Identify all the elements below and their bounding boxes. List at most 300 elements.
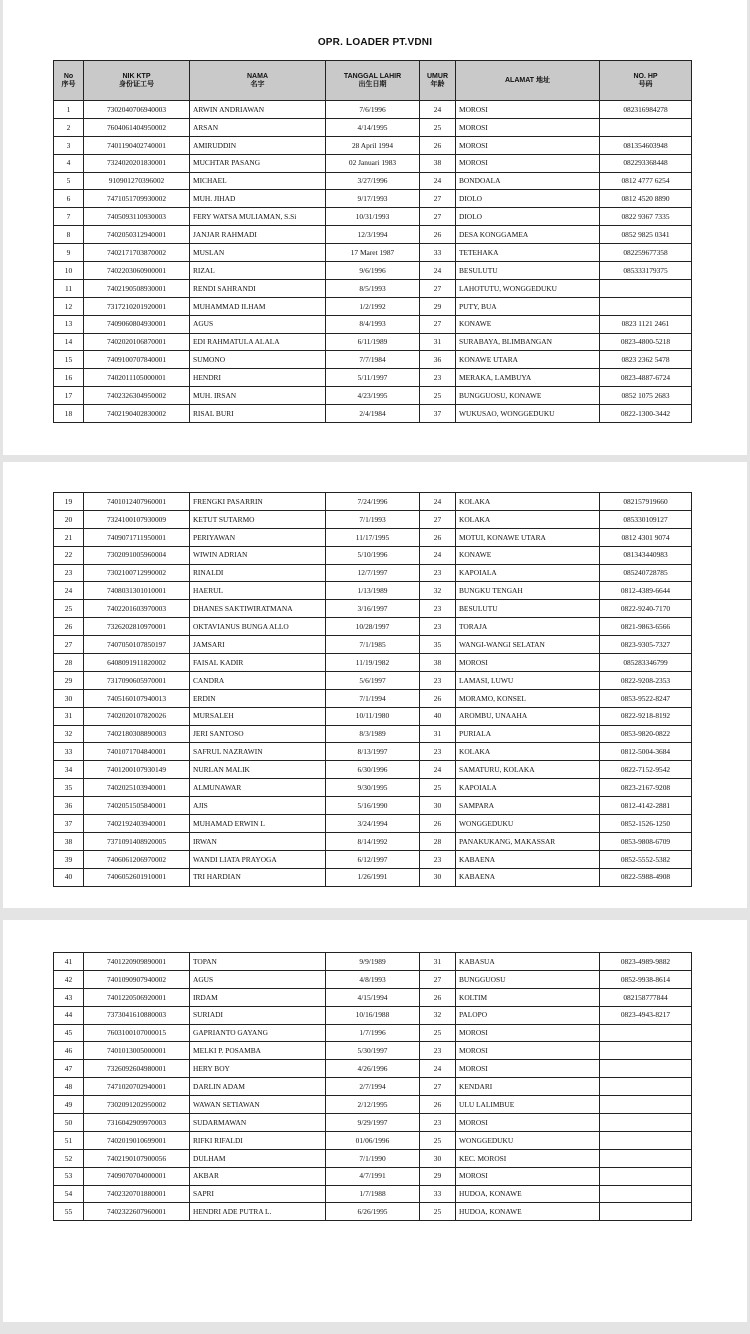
- cell-no: 6: [54, 190, 84, 208]
- cell-tanggal-lahir: 1/7/1988: [326, 1185, 420, 1203]
- cell-no: 38: [54, 832, 84, 850]
- cell-alamat: KONAWE UTARA: [456, 351, 600, 369]
- cell-nik: 7402322607960001: [84, 1203, 190, 1221]
- cell-tanggal-lahir: 4/23/1995: [326, 387, 420, 405]
- cell-umur: 24: [420, 172, 456, 190]
- cell-tanggal-lahir: 5/30/1997: [326, 1042, 420, 1060]
- cell-nik: 910901270396002: [84, 172, 190, 190]
- cell-nama: MELKI P. POSAMBA: [190, 1042, 326, 1060]
- table-row: [54, 707, 692, 725]
- cell-nik: 7402320701880001: [84, 1185, 190, 1203]
- header-no: No 序号: [54, 61, 84, 101]
- cell-umur: 27: [420, 1078, 456, 1096]
- cell-nik: 7302091005960004: [84, 546, 190, 564]
- cell-umur: 26: [420, 1096, 456, 1114]
- table-row: [54, 1149, 692, 1167]
- cell-umur: 23: [420, 1042, 456, 1060]
- cell-alamat: KONAWE: [456, 315, 600, 333]
- cell-nik: 7402050312940001: [84, 226, 190, 244]
- cell-no: 45: [54, 1024, 84, 1042]
- cell-alamat: KABAENA: [456, 868, 600, 886]
- table-row: [54, 654, 692, 672]
- cell-umur: 26: [420, 136, 456, 154]
- cell-tanggal-lahir: 7/1/1985: [326, 636, 420, 654]
- cell-alamat: MOROSI: [456, 1042, 600, 1060]
- cell-hp: 085240728785: [600, 564, 692, 582]
- cell-hp: [600, 1167, 692, 1185]
- cell-alamat: MOROSI: [456, 154, 600, 172]
- document-page-2: [3, 462, 747, 908]
- cell-nama: OKTAVIANUS BUNGA ALLO: [190, 618, 326, 636]
- cell-umur: 26: [420, 528, 456, 546]
- cell-hp: 0822-7152-9542: [600, 761, 692, 779]
- cell-nik: 7401071704840001: [84, 743, 190, 761]
- cell-no: 26: [54, 618, 84, 636]
- cell-no: 14: [54, 333, 84, 351]
- cell-no: 9: [54, 244, 84, 262]
- cell-umur: 27: [420, 510, 456, 528]
- cell-alamat: MOROSI: [456, 1024, 600, 1042]
- cell-alamat: PANAKUKANG, MAKASSAR: [456, 832, 600, 850]
- cell-nama: RIFKI RIFALDI: [190, 1131, 326, 1149]
- cell-no: 40: [54, 868, 84, 886]
- table-row: [54, 850, 692, 868]
- cell-tanggal-lahir: 8/3/1989: [326, 725, 420, 743]
- cell-nik: 7402019010699001: [84, 1131, 190, 1149]
- cell-hp: 0812-5004-3684: [600, 743, 692, 761]
- cell-no: 34: [54, 761, 84, 779]
- cell-umur: 27: [420, 970, 456, 988]
- cell-tanggal-lahir: 8/4/1993: [326, 315, 420, 333]
- cell-hp: 0812-4389-6644: [600, 582, 692, 600]
- table-row: [54, 226, 692, 244]
- cell-umur: 24: [420, 493, 456, 511]
- cell-umur: 26: [420, 689, 456, 707]
- cell-umur: 30: [420, 797, 456, 815]
- cell-tanggal-lahir: 2/12/1995: [326, 1096, 420, 1114]
- cell-nama: FRENGKI PASARRIN: [190, 493, 326, 511]
- cell-tanggal-lahir: 5/10/1996: [326, 546, 420, 564]
- cell-tanggal-lahir: 12/7/1997: [326, 564, 420, 582]
- header-alamat: ALAMAT 地址: [456, 61, 600, 101]
- cell-no: 46: [54, 1042, 84, 1060]
- cell-alamat: TORAJA: [456, 618, 600, 636]
- cell-alamat: BUNGGUOSU: [456, 970, 600, 988]
- cell-nama: MUCHTAR PASANG: [190, 154, 326, 172]
- cell-tanggal-lahir: 4/26/1996: [326, 1060, 420, 1078]
- cell-alamat: MOROSI: [456, 136, 600, 154]
- cell-no: 21: [54, 528, 84, 546]
- cell-hp: 0853-9820-0822: [600, 725, 692, 743]
- cell-alamat: BUNGGUOSU, KONAWE: [456, 387, 600, 405]
- table-row: [54, 1114, 692, 1132]
- cell-nama: DARLIN ADAM: [190, 1078, 326, 1096]
- cell-hp: 081343440983: [600, 546, 692, 564]
- cell-hp: 0821-9863-6566: [600, 618, 692, 636]
- cell-alamat: KABAENA: [456, 850, 600, 868]
- cell-umur: 24: [420, 1060, 456, 1078]
- table-row: [54, 101, 692, 119]
- cell-umur: 23: [420, 743, 456, 761]
- cell-tanggal-lahir: 7/1/1993: [326, 510, 420, 528]
- cell-no: 1: [54, 101, 84, 119]
- cell-umur: 27: [420, 208, 456, 226]
- cell-nik: 7402203060900001: [84, 262, 190, 280]
- cell-hp: [600, 1078, 692, 1096]
- cell-tanggal-lahir: 6/11/1989: [326, 333, 420, 351]
- cell-umur: 38: [420, 154, 456, 172]
- cell-tanggal-lahir: 6/26/1995: [326, 1203, 420, 1221]
- cell-hp: [600, 1131, 692, 1149]
- table-row: [54, 832, 692, 850]
- table-row: [54, 118, 692, 136]
- cell-nik: 7302040706940003: [84, 101, 190, 119]
- table-row: [54, 1024, 692, 1042]
- cell-tanggal-lahir: 7/1/1990: [326, 1149, 420, 1167]
- cell-nik: 7401220506920001: [84, 988, 190, 1006]
- cell-hp: 0853-9522-8247: [600, 689, 692, 707]
- cell-hp: 0812 4777 6254: [600, 172, 692, 190]
- cell-alamat: AROMBU, UNAAHA: [456, 707, 600, 725]
- cell-hp: 0812-4142-2881: [600, 797, 692, 815]
- cell-alamat: ULU LALIMBUE: [456, 1096, 600, 1114]
- cell-nik: 7401013005000001: [84, 1042, 190, 1060]
- table-row: [54, 244, 692, 262]
- cell-hp: [600, 1096, 692, 1114]
- cell-no: 50: [54, 1114, 84, 1132]
- header-nama: NAMA 名字: [190, 61, 326, 101]
- table-row: [54, 743, 692, 761]
- cell-hp: 085330109127: [600, 510, 692, 528]
- cell-no: 29: [54, 671, 84, 689]
- table-row: [54, 725, 692, 743]
- cell-umur: 24: [420, 101, 456, 119]
- cell-nik: 7401090907940002: [84, 970, 190, 988]
- cell-alamat: MOROSI: [456, 1060, 600, 1078]
- cell-umur: 27: [420, 279, 456, 297]
- cell-tanggal-lahir: 8/14/1992: [326, 832, 420, 850]
- cell-umur: 26: [420, 226, 456, 244]
- cell-nama: AKBAR: [190, 1167, 326, 1185]
- cell-nama: MUSLAN: [190, 244, 326, 262]
- cell-alamat: DIOLO: [456, 190, 600, 208]
- cell-no: 17: [54, 387, 84, 405]
- cell-alamat: KAPOIALA: [456, 779, 600, 797]
- cell-hp: [600, 1203, 692, 1221]
- cell-tanggal-lahir: 5/16/1990: [326, 797, 420, 815]
- cell-alamat: SAMATURU, KOLAKA: [456, 761, 600, 779]
- cell-tanggal-lahir: 4/14/1995: [326, 118, 420, 136]
- cell-tanggal-lahir: 02 Januari 1983: [326, 154, 420, 172]
- table-row: [54, 546, 692, 564]
- table-row: [54, 369, 692, 387]
- cell-hp: 085283346799: [600, 654, 692, 672]
- cell-umur: 28: [420, 832, 456, 850]
- cell-umur: 31: [420, 953, 456, 971]
- cell-umur: 24: [420, 761, 456, 779]
- cell-hp: 0823-4989-9882: [600, 953, 692, 971]
- cell-nama: MUH. JIHAD: [190, 190, 326, 208]
- cell-alamat: KEC. MOROSI: [456, 1149, 600, 1167]
- cell-no: 18: [54, 405, 84, 423]
- table-body: [54, 953, 692, 1221]
- table-row: [54, 510, 692, 528]
- cell-alamat: MOROSI: [456, 1114, 600, 1132]
- cell-hp: [600, 1149, 692, 1167]
- cell-tanggal-lahir: 1/13/1989: [326, 582, 420, 600]
- cell-umur: 26: [420, 988, 456, 1006]
- cell-alamat: PURIALA: [456, 725, 600, 743]
- table-row: [54, 333, 692, 351]
- cell-nik: 7471020702940001: [84, 1078, 190, 1096]
- cell-no: 15: [54, 351, 84, 369]
- cell-no: 24: [54, 582, 84, 600]
- cell-hp: 0852-9938-8614: [600, 970, 692, 988]
- cell-tanggal-lahir: 01/06/1996: [326, 1131, 420, 1149]
- cell-tanggal-lahir: 5/11/1997: [326, 369, 420, 387]
- cell-alamat: SURABAYA, BLIMBANGAN: [456, 333, 600, 351]
- table-row: [54, 387, 692, 405]
- cell-nik: 7302091202950002: [84, 1096, 190, 1114]
- table-row: [54, 600, 692, 618]
- cell-hp: 0812 4520 8890: [600, 190, 692, 208]
- cell-umur: 23: [420, 618, 456, 636]
- document-page-3: [3, 920, 747, 1322]
- cell-alamat: KOLTIM: [456, 988, 600, 1006]
- table-row: [54, 315, 692, 333]
- cell-tanggal-lahir: 4/15/1994: [326, 988, 420, 1006]
- cell-hp: 0822-5988-4908: [600, 868, 692, 886]
- cell-alamat: MERAKA, LAMBUYA: [456, 369, 600, 387]
- cell-no: 54: [54, 1185, 84, 1203]
- table-row: [54, 1060, 692, 1078]
- table-row: [54, 190, 692, 208]
- cell-nama: SUDARMAWAN: [190, 1114, 326, 1132]
- cell-alamat: BONDOALA: [456, 172, 600, 190]
- cell-hp: [600, 118, 692, 136]
- cell-nik: 7317090605970001: [84, 671, 190, 689]
- cell-nama: RENDI SAHRANDI: [190, 279, 326, 297]
- cell-nik: 7401220909890001: [84, 953, 190, 971]
- cell-tanggal-lahir: 9/6/1996: [326, 262, 420, 280]
- cell-tanggal-lahir: 7/6/1996: [326, 101, 420, 119]
- table-row: [54, 279, 692, 297]
- cell-nik: 7402020107820026: [84, 707, 190, 725]
- cell-nama: AGUS: [190, 970, 326, 988]
- cell-tanggal-lahir: 9/9/1989: [326, 953, 420, 971]
- cell-no: 43: [54, 988, 84, 1006]
- cell-hp: 0852-1526-1250: [600, 815, 692, 833]
- cell-hp: 0822 9367 7335: [600, 208, 692, 226]
- cell-nama: CANDRA: [190, 671, 326, 689]
- cell-nik: 7324020201830001: [84, 154, 190, 172]
- cell-umur: 25: [420, 387, 456, 405]
- cell-alamat: KOLAKA: [456, 743, 600, 761]
- table-row: [54, 154, 692, 172]
- cell-tanggal-lahir: 10/11/1980: [326, 707, 420, 725]
- cell-hp: 0823-9305-7327: [600, 636, 692, 654]
- cell-hp: 0823-4887-6724: [600, 369, 692, 387]
- cell-umur: 32: [420, 1006, 456, 1024]
- cell-tanggal-lahir: 10/16/1988: [326, 1006, 420, 1024]
- cell-hp: 0823-4800-5218: [600, 333, 692, 351]
- cell-umur: 30: [420, 1149, 456, 1167]
- cell-hp: 0822-9240-7170: [600, 600, 692, 618]
- cell-tanggal-lahir: 11/17/1995: [326, 528, 420, 546]
- document-page-1: [3, 0, 747, 455]
- cell-alamat: DIOLO: [456, 208, 600, 226]
- cell-nik: 7402190402830002: [84, 405, 190, 423]
- cell-nik: 7471051709930002: [84, 190, 190, 208]
- cell-hp: 0823-2167-9208: [600, 779, 692, 797]
- cell-umur: 38: [420, 654, 456, 672]
- cell-no: 10: [54, 262, 84, 280]
- table-row: [54, 351, 692, 369]
- cell-hp: 0852 9825 0341: [600, 226, 692, 244]
- cell-nik: 7603100107000015: [84, 1024, 190, 1042]
- cell-umur: 23: [420, 600, 456, 618]
- cell-no: 27: [54, 636, 84, 654]
- cell-no: 35: [54, 779, 84, 797]
- cell-umur: 25: [420, 1024, 456, 1042]
- cell-nik: 7402190508930001: [84, 279, 190, 297]
- cell-alamat: KOLAKA: [456, 493, 600, 511]
- cell-nama: IRWAN: [190, 832, 326, 850]
- cell-alamat: LAHOTUTU, WONGGEDUKU: [456, 279, 600, 297]
- cell-no: 7: [54, 208, 84, 226]
- cell-nik: 7402051505840001: [84, 797, 190, 815]
- cell-umur: 27: [420, 315, 456, 333]
- cell-alamat: WONGGEDUKU: [456, 815, 600, 833]
- cell-nik: 7317210201920001: [84, 297, 190, 315]
- cell-no: 47: [54, 1060, 84, 1078]
- cell-umur: 29: [420, 297, 456, 315]
- cell-no: 53: [54, 1167, 84, 1185]
- header-nik: NIK KTP 身份证工号: [84, 61, 190, 101]
- cell-alamat: MOROSI: [456, 118, 600, 136]
- cell-nik: 7409071711950001: [84, 528, 190, 546]
- cell-nama: SUMONO: [190, 351, 326, 369]
- cell-umur: 31: [420, 725, 456, 743]
- header-tanggal-lahir: TANGGAL LAHIR 出生日期: [326, 61, 420, 101]
- cell-nama: TOPAN: [190, 953, 326, 971]
- cell-nik: 7409100707840001: [84, 351, 190, 369]
- cell-umur: 40: [420, 707, 456, 725]
- cell-no: 22: [54, 546, 84, 564]
- cell-nama: ARSAN: [190, 118, 326, 136]
- cell-no: 25: [54, 600, 84, 618]
- cell-alamat: MOROSI: [456, 1167, 600, 1185]
- cell-nama: MICHAEL: [190, 172, 326, 190]
- table-row: [54, 1006, 692, 1024]
- cell-tanggal-lahir: 9/17/1993: [326, 190, 420, 208]
- cell-nama: ALMUNAWAR: [190, 779, 326, 797]
- cell-nama: HERY BOY: [190, 1060, 326, 1078]
- cell-hp: [600, 1042, 692, 1060]
- cell-nik: 7316042909970003: [84, 1114, 190, 1132]
- cell-tanggal-lahir: 17 Maret 1987: [326, 244, 420, 262]
- cell-nama: FERY WATSA MULIAMAN, S.Si: [190, 208, 326, 226]
- cell-no: 48: [54, 1078, 84, 1096]
- cell-umur: 32: [420, 582, 456, 600]
- cell-nik: 7402326304950002: [84, 387, 190, 405]
- cell-nama: PERIYAWAN: [190, 528, 326, 546]
- cell-nama: HENDRI: [190, 369, 326, 387]
- header-umur: UMUR 年龄: [420, 61, 456, 101]
- cell-nama: RISAL BURI: [190, 405, 326, 423]
- cell-no: 44: [54, 1006, 84, 1024]
- cell-no: 28: [54, 654, 84, 672]
- cell-no: 5: [54, 172, 84, 190]
- cell-hp: [600, 1060, 692, 1078]
- cell-tanggal-lahir: 7/1/1994: [326, 689, 420, 707]
- table-row: [54, 493, 692, 511]
- employee-table-page-2: [53, 492, 692, 887]
- cell-umur: 25: [420, 779, 456, 797]
- cell-alamat: WONGGEDUKU: [456, 1131, 600, 1149]
- cell-nik: 7402171703870002: [84, 244, 190, 262]
- cell-alamat: TETEHAKA: [456, 244, 600, 262]
- cell-nama: SAFRUL NAZRAWIN: [190, 743, 326, 761]
- cell-nama: AJIS: [190, 797, 326, 815]
- cell-umur: 24: [420, 262, 456, 280]
- cell-hp: 082158777844: [600, 988, 692, 1006]
- document-title: OPR. LOADER PT.VDNI: [317, 37, 433, 48]
- cell-alamat: SAMPARA: [456, 797, 600, 815]
- cell-nik: 6408091911820002: [84, 654, 190, 672]
- cell-tanggal-lahir: 1/26/1991: [326, 868, 420, 886]
- cell-nama: SAPRI: [190, 1185, 326, 1203]
- cell-nama: RINALDI: [190, 564, 326, 582]
- cell-tanggal-lahir: 28 April 1994: [326, 136, 420, 154]
- cell-hp: 082316984278: [600, 101, 692, 119]
- table-row: [54, 988, 692, 1006]
- cell-nama: ERDIN: [190, 689, 326, 707]
- cell-no: 11: [54, 279, 84, 297]
- cell-alamat: KABASUA: [456, 953, 600, 971]
- table-row: [54, 297, 692, 315]
- cell-tanggal-lahir: 5/6/1997: [326, 671, 420, 689]
- cell-nik: 7406052601910001: [84, 868, 190, 886]
- cell-umur: 29: [420, 1167, 456, 1185]
- cell-nama: ARWIN ANDRIAWAN: [190, 101, 326, 119]
- table-row: [54, 689, 692, 707]
- table-row: [54, 1185, 692, 1203]
- cell-no: 32: [54, 725, 84, 743]
- cell-no: 3: [54, 136, 84, 154]
- cell-alamat: KONAWE: [456, 546, 600, 564]
- cell-tanggal-lahir: 4/7/1991: [326, 1167, 420, 1185]
- cell-no: 39: [54, 850, 84, 868]
- cell-alamat: KAPOIALA: [456, 564, 600, 582]
- cell-nama: AMIRUDDIN: [190, 136, 326, 154]
- cell-tanggal-lahir: 1/7/1996: [326, 1024, 420, 1042]
- cell-no: 49: [54, 1096, 84, 1114]
- cell-no: 4: [54, 154, 84, 172]
- cell-nik: 7402192403940001: [84, 815, 190, 833]
- table-row: [54, 671, 692, 689]
- cell-nik: 7409060804930001: [84, 315, 190, 333]
- table-row: [54, 172, 692, 190]
- cell-tanggal-lahir: 12/3/1994: [326, 226, 420, 244]
- cell-nik: 7408031301010001: [84, 582, 190, 600]
- cell-tanggal-lahir: 11/19/1982: [326, 654, 420, 672]
- cell-alamat: MORAMO, KONSEL: [456, 689, 600, 707]
- cell-hp: [600, 1114, 692, 1132]
- cell-nama: JANJAR RAHMADI: [190, 226, 326, 244]
- table-row: [54, 528, 692, 546]
- cell-tanggal-lahir: 2/4/1984: [326, 405, 420, 423]
